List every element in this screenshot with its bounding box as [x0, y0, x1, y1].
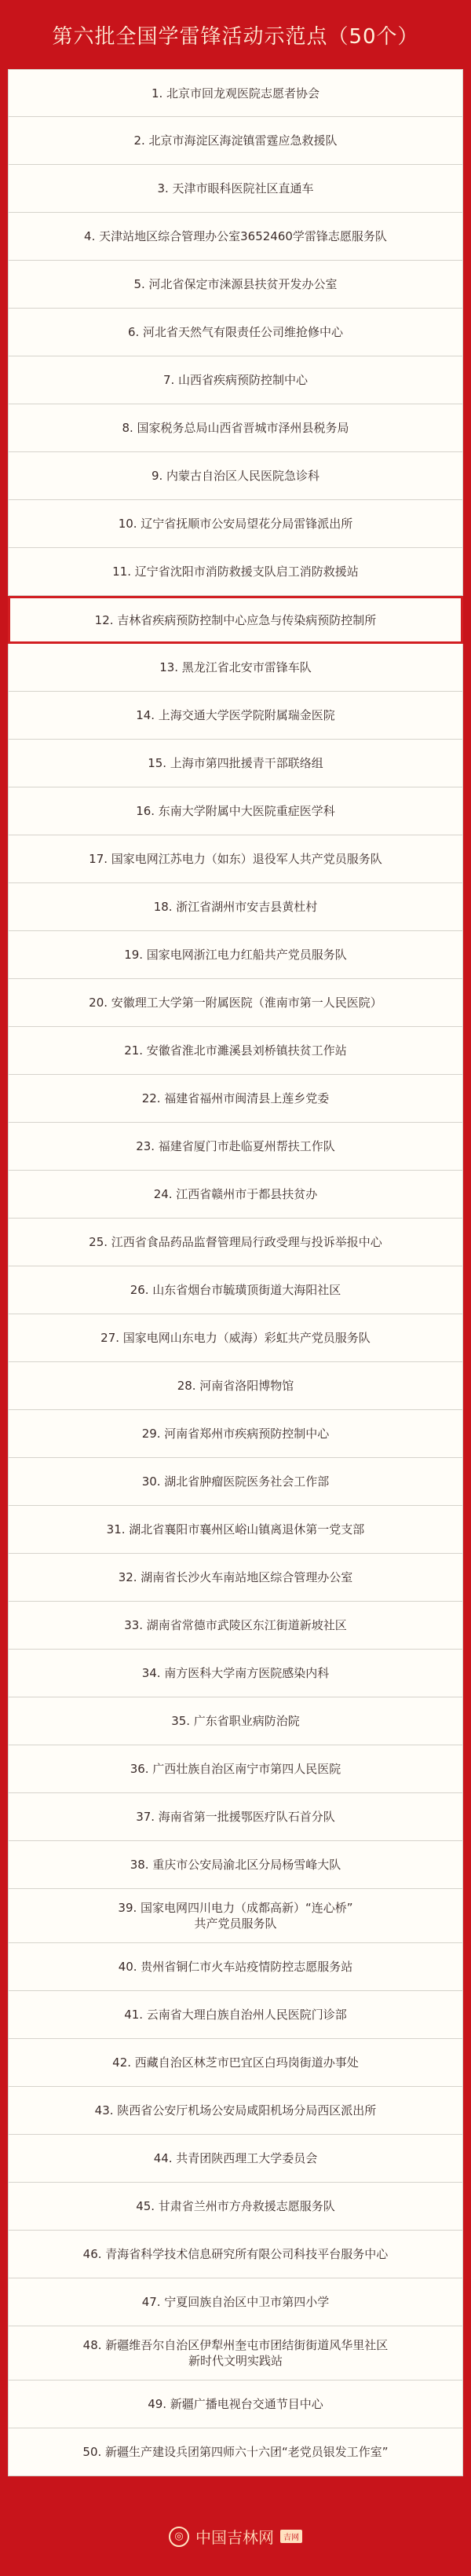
- list-item: [8, 1841, 463, 1889]
- list-item-text: [89, 1234, 382, 1250]
- list-item-text: [159, 660, 312, 675]
- list-item: [8, 309, 463, 356]
- list-item-line: 12. 吉林省疾病预防控制中心应急与传染病预防控制所: [94, 612, 377, 627]
- list-item: [8, 452, 463, 500]
- list-item: [8, 1650, 463, 1697]
- list-item-line: 4. 天津站地区综合管理办公室3652460学雷锋志愿服务队: [84, 229, 387, 243]
- list-item: [8, 1943, 463, 1991]
- list-item: [8, 787, 463, 835]
- list-item-line: 21. 安徽省淮北市濉溪县刘桥镇扶贫工作站: [124, 1043, 347, 1058]
- list-item-text: [152, 86, 319, 101]
- list-item: [8, 1266, 463, 1314]
- list-item-text: [148, 755, 323, 771]
- list-item-text: [157, 181, 313, 196]
- list-item-text: [136, 1809, 335, 1825]
- list-item-text: [89, 851, 382, 867]
- list-item: [8, 404, 463, 452]
- list-item-text: [163, 372, 308, 388]
- list-item-line: 26. 山东省烟台市毓璜顶街道大海阳社区: [130, 1283, 341, 1297]
- list-item-text: [124, 2007, 347, 2022]
- list-item: [8, 213, 463, 261]
- list-item-text: [130, 1761, 341, 1777]
- list-item-line: 10. 辽宁省抚顺市公安局望花分局雷锋派出所: [118, 517, 353, 531]
- list-item: [8, 2278, 463, 2326]
- list-item: [8, 1745, 463, 1793]
- list-item-text: [112, 564, 359, 579]
- list-item: [8, 596, 463, 644]
- list-item-line: 38. 重庆市公安局渝北区分局杨雪峰大队: [130, 1858, 341, 1872]
- list-item-line: 35. 广东省职业病防治院: [171, 1714, 300, 1728]
- list-item-line: 37. 海南省第一批援鄂医疗队石首分队: [136, 1810, 335, 1824]
- list-item-line: 31. 湖北省襄阳市襄州区峪山镇离退休第一党支部: [106, 1522, 365, 1536]
- list-item: [8, 117, 463, 165]
- list-item-line: 49. 新疆广播电视台交通节目中心: [148, 2397, 323, 2411]
- logo-mark-icon: ◎: [169, 2527, 189, 2547]
- list-item-text: [122, 420, 349, 436]
- list-item-text: [119, 516, 353, 532]
- list-item-text: [142, 1665, 330, 1681]
- list-item-text: [142, 1474, 330, 1489]
- list-item: [8, 2039, 463, 2087]
- list-item: [8, 500, 463, 548]
- list-item: [8, 2326, 463, 2381]
- logo-text: 中国吉林网: [195, 2528, 274, 2547]
- list-item-text: [142, 2294, 330, 2310]
- list-item: [8, 1506, 463, 1554]
- list-item: [8, 2231, 463, 2278]
- list-item-line: 44. 共青团陕西理工大学委员会: [153, 2151, 318, 2165]
- demonstration-site-list: [8, 69, 463, 2476]
- list-item: [8, 1314, 463, 1362]
- list-item-line: 30. 湖北省肿瘤医院医务社会工作部: [141, 1474, 330, 1489]
- site-logo[interactable]: [169, 2525, 302, 2548]
- list-item-text: [154, 2150, 318, 2166]
- list-item-line: 28. 河南省洛阳博物馆: [177, 1379, 294, 1393]
- list-item: [8, 69, 463, 117]
- list-item-line: 6. 河北省天然气有限责任公司维抢修中心: [127, 325, 344, 339]
- list-item-text: [118, 1900, 352, 1931]
- list-item-line: 45. 甘肃省兰州市方舟救援志愿服务队: [136, 2199, 335, 2213]
- list-item: [8, 1075, 463, 1123]
- list-item-text: [84, 228, 387, 244]
- list-item-text: [107, 1522, 365, 1537]
- list-item-text: [152, 468, 319, 484]
- list-item-text: [136, 803, 335, 819]
- list-item-text: [177, 1378, 294, 1394]
- list-item-line: 43. 陕西省公安厅机场公安局咸阳机场分局西区派出所: [94, 2103, 377, 2117]
- list-item-text: [154, 899, 318, 915]
- list-item-text: [142, 1426, 330, 1441]
- list-item-text: [119, 1569, 353, 1585]
- list-item-line: 16. 东南大学附属中大医院重症医学科: [136, 804, 335, 818]
- list-item: [8, 1991, 463, 2039]
- list-item: [8, 2428, 463, 2476]
- list-item-line: 29. 河南省郑州市疾病预防控制中心: [141, 1427, 330, 1441]
- list-item: [8, 261, 463, 309]
- list-item: [8, 2381, 463, 2428]
- list-item-text: [83, 2246, 389, 2262]
- list-item-line: 18. 浙江省湖州市安吉县黄杜村: [153, 900, 318, 914]
- list-item: [8, 548, 463, 596]
- list-item: [8, 1793, 463, 1841]
- list-item-text: [83, 2337, 389, 2369]
- list-item-line: 22. 福建省福州市闽清县上莲乡党委: [141, 1091, 330, 1105]
- list-item-line: 25. 江西省食品药品监督管理局行政受理与投诉举报中心: [89, 1235, 382, 1249]
- list-item-line: 46. 青海省科学技术信息研究所有限公司科技平台服务中心: [82, 2247, 389, 2261]
- list-item: [8, 1697, 463, 1745]
- list-item: [8, 1410, 463, 1458]
- list-item-line: 48. 新疆维吾尔自治区伊犁州奎屯市团结街街道风华里社区: [82, 2338, 389, 2352]
- list-item-text: [82, 2444, 388, 2460]
- list-item-line: 36. 广西壮族自治区南宁市第四人民医院: [130, 1762, 341, 1776]
- list-item: [8, 692, 463, 740]
- list-item-line: 19. 国家电网浙江电力红船共产党员服务队: [124, 948, 347, 962]
- footer: [0, 2497, 471, 2576]
- list-item-text: [119, 1959, 353, 1975]
- list-item-text: [130, 1282, 341, 1298]
- list-item-line: 13. 黑龙江省北安市雷锋车队: [159, 660, 312, 674]
- list-item-line: 27. 国家电网山东电力（威海）彩虹共产党员服务队: [100, 1331, 371, 1345]
- list-item-text: [136, 2198, 335, 2214]
- list-item-text: [136, 707, 335, 723]
- list-item-text: [100, 1330, 371, 1346]
- list-item-text: [128, 324, 343, 340]
- list-item-text: [95, 2103, 377, 2118]
- list-item: [8, 2087, 463, 2135]
- list-item-line: 14. 上海交通大学医学院附属瑞金医院: [136, 708, 335, 722]
- list-item-text: [148, 2396, 323, 2412]
- list-item-text: [142, 1091, 330, 1106]
- list-item: [8, 883, 463, 931]
- list-item: [8, 644, 463, 692]
- list-item-line: 40. 贵州省铜仁市火车站疫情防控志愿服务站: [118, 1960, 353, 1974]
- list-item: [8, 2135, 463, 2183]
- list-item-line: 7. 山西省疾病预防控制中心: [162, 373, 309, 387]
- list-item-line: 9. 内蒙古自治区人民医院急诊科: [151, 469, 320, 483]
- list-item-line: 8. 国家税务总局山西省晋城市泽州县税务局: [122, 421, 349, 435]
- list-item-line: 1. 北京市回龙观医院志愿者协会: [151, 86, 320, 100]
- list-item-line: 41. 云南省大理白族自治州人民医院门诊部: [124, 2008, 347, 2022]
- list-item-line: 42. 西藏自治区林芝市巴宜区白玛岗街道办事处: [112, 2055, 359, 2070]
- list-item-text: [154, 1186, 318, 1202]
- list-item: [8, 931, 463, 979]
- list-item: [8, 1171, 463, 1219]
- list-item-line: 23. 福建省厦门市赴临夏州帮扶工作队: [136, 1139, 335, 1153]
- logo-badge: 吉网: [280, 2530, 302, 2543]
- list-item-line: 共产党员服务队: [194, 1916, 277, 1931]
- list-item-line: 24. 江西省赣州市于都县扶贫办: [153, 1187, 318, 1201]
- list-item-line: 15. 上海市第四批援青干部联络组: [148, 756, 323, 770]
- list-item-text: [124, 1043, 347, 1058]
- list-item-text: [124, 1617, 347, 1633]
- list-item-line: 新时代文明实践站: [188, 2354, 283, 2368]
- list-item: [8, 740, 463, 787]
- list-item: [8, 1602, 463, 1650]
- list-item: [8, 835, 463, 883]
- list-item-line: 33. 湖南省常德市武陵区东江街道新坡社区: [124, 1618, 347, 1632]
- list-item: [8, 1219, 463, 1266]
- list-item-line: 34. 南方医科大学南方医院感染内科: [141, 1666, 330, 1680]
- list-item-text: [130, 1857, 341, 1873]
- list-item: [8, 2183, 463, 2231]
- list-item-line: 17. 国家电网江苏电力（如东）退役军人共产党员服务队: [89, 852, 382, 866]
- list-item: [8, 1027, 463, 1075]
- list-item: [8, 1889, 463, 1943]
- list-item: [8, 356, 463, 404]
- list-item-text: [133, 276, 337, 292]
- list-item-line: 20. 安徽理工大学第一附属医院（淮南市第一人民医院）: [89, 996, 382, 1010]
- list-item-text: [89, 995, 382, 1010]
- list-item-line: 39. 国家电网四川电力（成都高新）“连心桥”: [118, 1901, 353, 1915]
- list-item: [8, 979, 463, 1027]
- list-item: [8, 1362, 463, 1410]
- list-item-text: [136, 1138, 335, 1154]
- list-item: [8, 1458, 463, 1506]
- list-item: [8, 1554, 463, 1602]
- list-item-line: 5. 河北省保定市涞源县扶贫开发办公室: [133, 277, 338, 291]
- list-item-line: 32. 湖南省长沙火车南站地区综合管理办公室: [118, 1570, 353, 1584]
- list-item-text: [124, 947, 347, 963]
- list-item-line: 50. 新疆生产建设兵团第四师六十六团“老党员银发工作室”: [82, 2445, 389, 2459]
- list-item-line: 11. 辽宁省沈阳市消防救援支队启工消防救援站: [112, 565, 359, 579]
- list-item-text: [133, 133, 337, 148]
- list-item-line: 3. 天津市眼科医院社区直通车: [157, 181, 314, 195]
- page-title: 第六批全国学雷锋活动示范点（50个）: [52, 24, 419, 49]
- list-item: [8, 1123, 463, 1171]
- list-item-text: [95, 612, 377, 628]
- list-item: [8, 165, 463, 213]
- list-item-text: [171, 1713, 300, 1729]
- list-item-line: 2. 北京市海淀区海淀镇雷霆应急救援队: [133, 133, 338, 148]
- list-item-line: 47. 宁夏回族自治区中卫市第四小学: [141, 2295, 330, 2309]
- list-item-text: [112, 2055, 359, 2070]
